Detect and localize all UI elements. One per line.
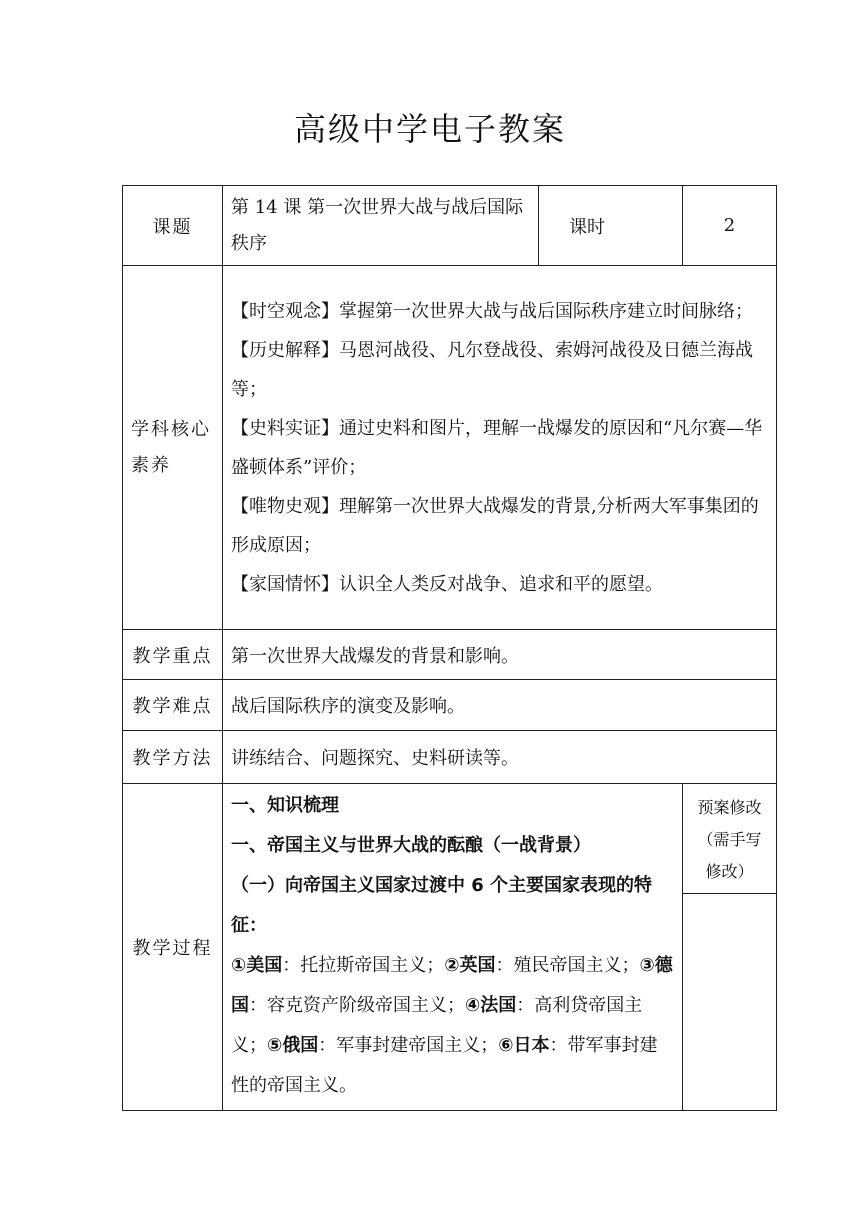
country-item [231, 955, 444, 976]
method-label: 教学方法 [123, 731, 223, 784]
country-name: ⑥日本 [498, 1035, 550, 1056]
separator: ： [516, 995, 535, 1016]
difficulty-value: 战后国际秩序的演变及影响。 [223, 680, 777, 731]
country-name: ⑤俄国 [267, 1035, 319, 1056]
topic-label: 课题 [123, 186, 223, 266]
country-feature: 军事封建帝国主义； [336, 1035, 499, 1056]
process-heading-2: 一、帝国主义与世界大战的酝酿（一战背景） [231, 835, 591, 856]
revision-note-line: 修改） [705, 862, 754, 881]
separator: ： [249, 995, 267, 1016]
difficulty-row [123, 680, 777, 731]
separator: ： [549, 1035, 568, 1056]
key-point-row [123, 630, 777, 680]
process-row [123, 784, 777, 1111]
key-point-label: 教学重点 [123, 630, 223, 680]
topic-value: 第 14 课 第一次世界大战与战后国际秩序 [223, 186, 539, 266]
literacy-content [223, 266, 777, 630]
process-heading-3: （一）向帝国主义国家过渡中 6 个主要国家表现的特征： [231, 875, 653, 936]
period-value: 2 [683, 186, 777, 266]
literacy-item: 【历史解释】马恩河战役、凡尔登战役、索姆河战役及日德兰海战等； [231, 339, 753, 400]
literacy-label: 学科核心素养 [123, 266, 223, 630]
revision-note-cell [683, 784, 777, 1111]
country-feature: 殖民帝国主义； [513, 955, 640, 976]
topic-row [123, 186, 777, 266]
literacy-row [123, 266, 777, 630]
country-name: ③德国 [231, 955, 673, 1016]
key-point-value: 第一次世界大战爆发的背景和影响。 [223, 630, 777, 680]
lesson-plan-table [122, 185, 777, 1111]
literacy-item: 【时空观念】掌握第一次世界大战与战后国际秩序建立时间脉络； [231, 300, 753, 322]
page-title: 高级中学电子教案 [293, 110, 566, 148]
separator: ： [282, 955, 301, 976]
separator: ： [318, 1035, 337, 1056]
process-heading-1: 一、知识梳理 [231, 795, 339, 816]
separator: ： [495, 955, 514, 976]
country-name: ①美国 [231, 955, 283, 976]
country-item [444, 955, 639, 976]
process-content [223, 784, 683, 1111]
period-label: 课时 [539, 186, 683, 266]
method-value: 讲练结合、问题探究、史料研读等。 [223, 731, 777, 784]
literacy-item: 【唯物史观】理解第一次世界大战爆发的背景,分析两大军事集团的形成原因； [231, 495, 759, 556]
country-name: ②英国 [444, 955, 496, 976]
country-features [231, 946, 674, 1106]
literacy-item: 【家国情怀】认识全人类反对战争、追求和平的愿望。 [231, 573, 663, 595]
method-row [123, 731, 777, 784]
country-feature: 容克资产阶级帝国主义； [267, 995, 465, 1016]
literacy-item: 【史料实证】通过史料和图片，理解一战爆发的原因和“凡尔赛—华盛顿体系”评价； [231, 417, 763, 478]
process-label: 教学过程 [123, 784, 223, 1111]
revision-note-line: 预案修改 [697, 798, 762, 817]
revision-note [683, 784, 776, 894]
country-name: ④法国 [465, 995, 517, 1016]
country-feature: 高利贷帝国主义； [231, 995, 643, 1056]
country-item [267, 1035, 498, 1056]
country-feature: 带军事封建性的帝国主义。 [231, 1035, 658, 1096]
difficulty-label: 教学难点 [123, 680, 223, 731]
country-feature: 托拉斯帝国主义； [300, 955, 445, 976]
revision-note-line: （需手写 [697, 830, 762, 849]
